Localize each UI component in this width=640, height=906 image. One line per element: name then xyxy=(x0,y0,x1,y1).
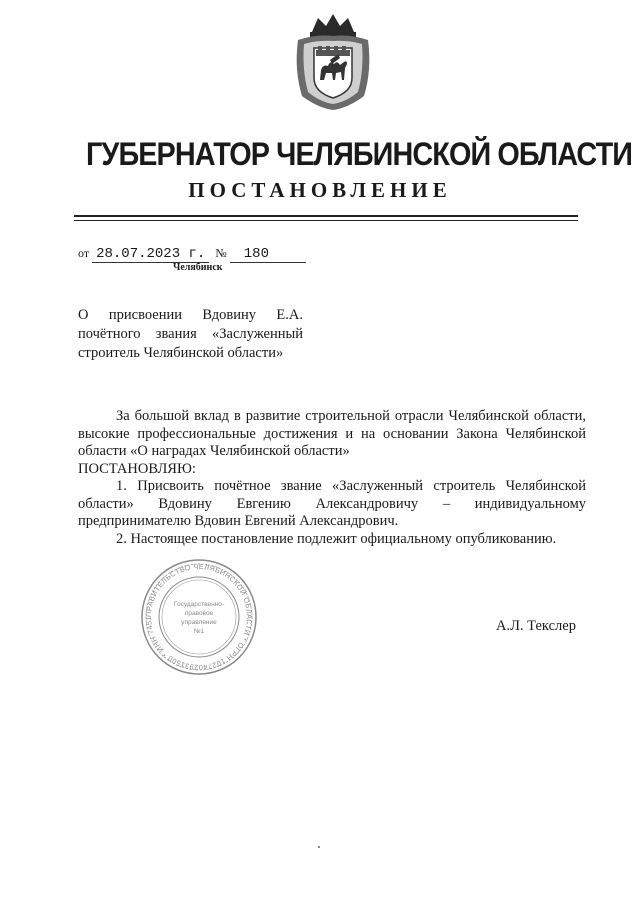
scan-speck xyxy=(318,846,320,848)
number-sign: № xyxy=(215,246,227,260)
preamble-paragraph: За большой вклад в развитие строительной отрасли Челябинской области, высокие профессиональные достижения и на основании Закона Челябинской области «О наградах Челябинской области» xyxy=(78,408,586,459)
city-name: Челябинск xyxy=(173,262,223,273)
decree-word: ПОСТАНОВЛЯЮ: xyxy=(78,460,196,477)
subject-line-1: О присвоении Вдовину Е.А. xyxy=(78,307,303,323)
stamp-center-line-3: управление xyxy=(181,619,217,626)
coat-of-arms-emblem xyxy=(290,10,376,114)
document-date: 28.07.2023 г. xyxy=(92,246,209,263)
stamp-center-line-2: правовое xyxy=(184,610,214,617)
date-prefix: от xyxy=(78,246,90,260)
official-stamp xyxy=(140,558,258,676)
header-rule-thin xyxy=(74,220,578,221)
document-type: ПОСТАНОВЛЕНИЕ xyxy=(188,178,452,202)
stamp-center-line-4: №1 xyxy=(193,628,205,635)
decree-item-2: 2. Настоящее постановление подлежит официальному опубликованию. xyxy=(116,530,557,547)
issuer-title: ГУБЕРНАТОР ЧЕЛЯБИНСКОЙ ОБЛАСТИ xyxy=(86,136,633,172)
signatory-name: А.Л. Текслер xyxy=(496,618,576,634)
date-number-line xyxy=(78,246,306,263)
header-rule-thick xyxy=(74,215,578,217)
document-subject xyxy=(78,306,303,363)
document-number: 180 xyxy=(230,246,306,263)
decree-item-1: 1. Присвоить почётное звание «Заслуженный строитель Челябинской области» Вдовину Евгению Александровичу – индивидуальному предпринимателю Вдовин Евгений Александрович. xyxy=(78,478,586,529)
document-body xyxy=(78,408,586,548)
stamp-ring-text: ПРАВИТЕЛЬСТВО ЧЕЛЯБИНСКОЙ ОБЛАСТИ * ОГРН 1027402931500 * ИНН 7451 xyxy=(143,561,255,673)
stamp-center-line-1: Государственно- xyxy=(173,601,225,608)
subject-line-2: почётного звания «Заслуженный xyxy=(78,326,303,342)
subject-line-3: строитель Челябинской области» xyxy=(78,345,284,361)
